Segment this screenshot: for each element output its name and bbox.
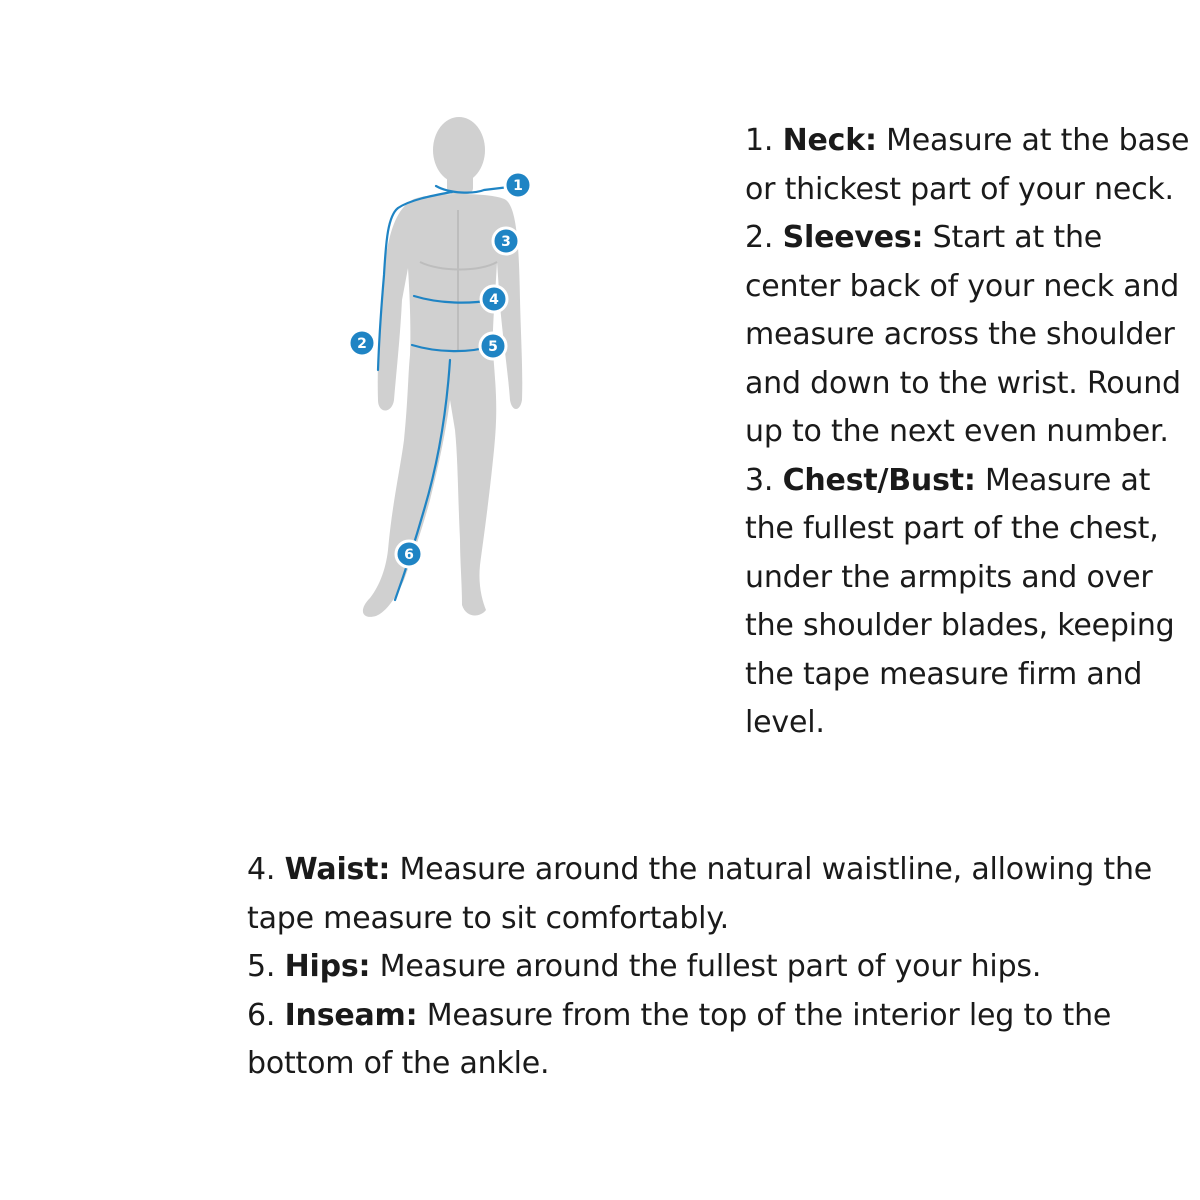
guide-item-text: Measure around the fullest part of your hips. bbox=[379, 949, 1042, 984]
marker-2 bbox=[349, 330, 375, 356]
guide-item-text: Measure at the fullest part of the chest, under the armpits and over the shoulder blades, keeping the tape measure firm and level. bbox=[745, 462, 1175, 740]
marker-6 bbox=[396, 541, 422, 567]
marker-5 bbox=[480, 333, 506, 359]
marker-6-label: 6 bbox=[404, 547, 414, 563]
body-figure bbox=[330, 110, 550, 630]
guide-item-neck bbox=[745, 123, 1189, 207]
guide-item-waist bbox=[247, 852, 1152, 936]
marker-1 bbox=[505, 172, 531, 198]
marker-3 bbox=[493, 228, 519, 254]
guide-item-text: Start at the center back of your neck and measure across the shoulder and down to the wrist. Round up to the next even number. bbox=[745, 220, 1181, 449]
guide-item-text: Measure around the natural waistline, allowing the tape measure to sit comfortably. bbox=[247, 852, 1153, 936]
guide-item-text: Measure at the base or thickest part of your neck. bbox=[745, 123, 1190, 207]
guide-item-sleeves bbox=[745, 220, 1181, 449]
guide-item-text: Measure from the top of the interior leg to the bottom of the ankle. bbox=[247, 997, 1112, 1081]
marker-1-label: 1 bbox=[513, 178, 523, 194]
guide-item-number: 5. bbox=[247, 949, 276, 984]
guide-item-number: 3. bbox=[745, 462, 774, 498]
guide-item-number: 2. bbox=[745, 220, 774, 255]
marker-4 bbox=[481, 286, 507, 312]
measurement-guide-bottom bbox=[247, 846, 1187, 1089]
guide-item-number: 6. bbox=[247, 997, 276, 1033]
marker-3-label: 3 bbox=[501, 234, 511, 250]
guide-item-hips bbox=[247, 949, 1041, 984]
guide-item-chest-bust bbox=[745, 463, 1175, 741]
marker-2-label: 2 bbox=[357, 336, 367, 352]
guide-item-term: Hips: bbox=[284, 949, 371, 984]
guide-item-number: 4. bbox=[247, 852, 276, 887]
guide-item-number: 1. bbox=[745, 123, 774, 158]
guide-item-term: Sleeves: bbox=[782, 220, 924, 255]
guide-item-term: Neck: bbox=[782, 123, 877, 158]
measurement-guide-top bbox=[745, 117, 1200, 748]
guide-item-inseam bbox=[247, 998, 1111, 1082]
marker-5-label: 5 bbox=[488, 339, 498, 355]
guide-item-term: Chest/Bust: bbox=[782, 462, 976, 498]
marker-4-label: 4 bbox=[489, 292, 499, 308]
body-silhouette bbox=[363, 117, 522, 617]
guide-item-term: Inseam: bbox=[284, 997, 418, 1033]
guide-item-term: Waist: bbox=[284, 852, 391, 887]
